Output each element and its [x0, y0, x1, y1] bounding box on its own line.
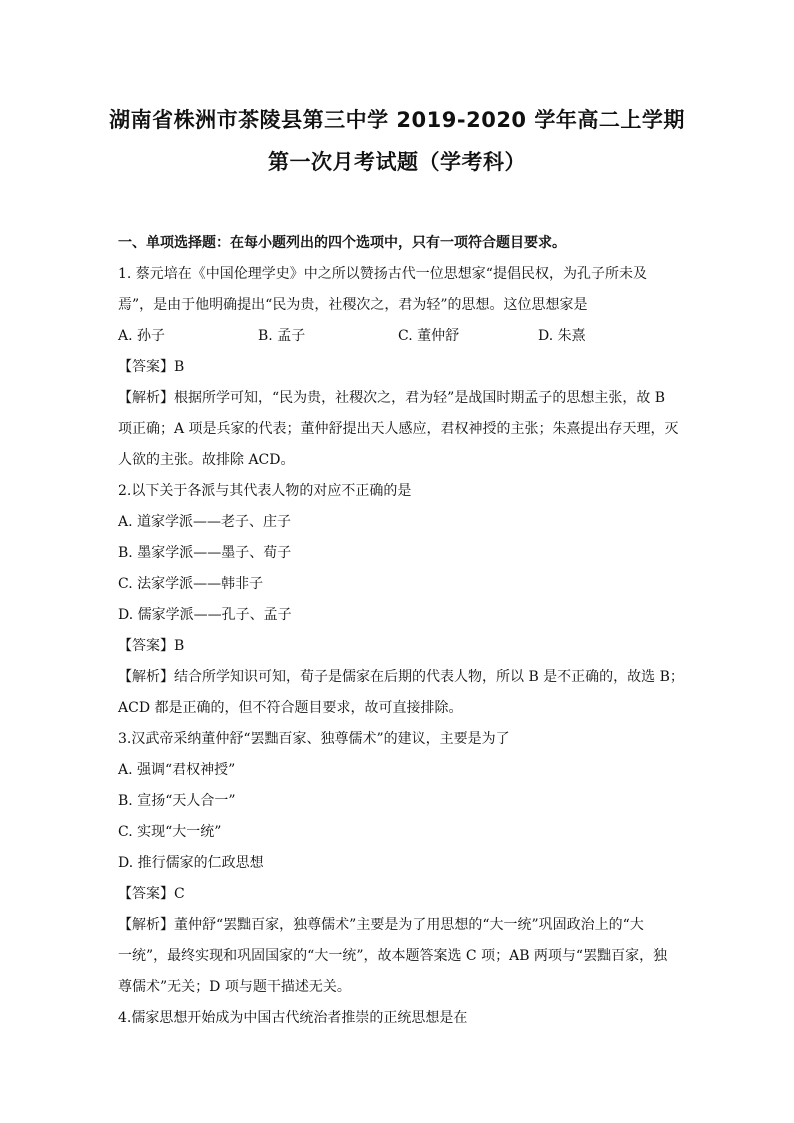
q1-analysis-line2: 项正确；A 项是兵家的代表；董仲舒提出天人感应，君权神授的主张；朱熹提出存天理，灭: [118, 421, 679, 437]
analysis-label: 【解析】: [118, 917, 174, 933]
answer-label: 【答案】: [118, 886, 174, 902]
document-body: [118, 228, 684, 1034]
q1-option-c: C. 董仲舒: [398, 328, 460, 344]
q1-answer-value: B: [174, 359, 185, 375]
q1-option-d: D. 朱熹: [538, 328, 586, 344]
section-heading: 一、单项选择题：在每小题列出的四个选项中，只有一项符合题目要求。: [118, 235, 566, 251]
q2-analysis-line1: [118, 662, 684, 693]
analysis-label: 【解析】: [118, 390, 174, 406]
q1-stem-line1: 1. 蔡元培在《中国伦理学史》中之所以赞扬古代一位思想家“提倡民权，为孔子所未及: [118, 266, 647, 282]
q2-analysis-line2: ACD 都是正确的，但不符合题目要求，故可直接排除。: [118, 700, 463, 716]
q3-answer: [118, 879, 678, 910]
answer-label: 【答案】: [118, 638, 174, 654]
q1-analysis-line1: [118, 383, 678, 414]
q1-analysis-line3: 人欲的主张。故排除 ACD。: [118, 452, 295, 468]
analysis-label: 【解析】: [118, 669, 174, 685]
q2-analysis-text1: 结合所学知识可知，荀子是儒家在后期的代表人物，所以 B 是不正确的，故选 B；: [174, 669, 684, 685]
q1-stem-line2: 焉”，是由于他明确提出“民为贵，社稷次之，君为轻”的思想。这位思想家是: [118, 297, 588, 313]
q3-analysis-line1: [118, 910, 678, 941]
q2-option-a: A. 道家学派——老子、庄子: [118, 514, 292, 530]
q3-analysis-line3: 尊儒术”无关；D 项与题干描述无关。: [118, 979, 351, 995]
document-title-line1: 湖南省株洲市茶陵县第三中学 2019-2020 学年高二上学期: [109, 108, 685, 132]
q2-answer-value: B: [174, 638, 185, 654]
q2-answer: [118, 631, 678, 662]
q3-option-b: B. 宣扬“天人合一”: [118, 793, 236, 809]
q3-stem: 3.汉武帝采纳董仲舒“罢黜百家、独尊儒术”的建议，主要是为了: [118, 731, 510, 747]
q1-analysis-text1: 根据所学可知，“民为贵，社稷次之，君为轻”是战国时期孟子的思想主张，故 B: [174, 390, 666, 406]
q2-option-b: B. 墨家学派——墨子、荀子: [118, 545, 292, 561]
answer-label: 【答案】: [118, 359, 174, 375]
q1-answer: [118, 352, 678, 383]
q1-options: [118, 321, 678, 352]
q2-option-c: C. 法家学派——韩非子: [118, 576, 264, 592]
q4-stem: 4.儒家思想开始成为中国古代统治者推崇的正统思想是在: [118, 1010, 468, 1026]
q3-analysis-line2: 一统”，最终实现和巩固国家的“大一统”，故本题答案选 C 项；AB 两项与“罢黜百家，独: [118, 948, 668, 964]
q3-analysis-text1: 董仲舒“罢黜百家，独尊儒术”主要是为了用思想的“大一统”巩固政治上的“大: [174, 917, 644, 933]
q3-answer-value: C: [174, 886, 185, 902]
q1-option-a: A. 孙子: [118, 328, 166, 344]
q3-option-d: D. 推行儒家的仁政思想: [118, 855, 264, 871]
q2-option-d: D. 儒家学派——孔子、孟子: [118, 607, 292, 623]
q3-option-c: C. 实现“大一统”: [118, 824, 222, 840]
q3-option-a: A. 强调“君权神授”: [118, 762, 236, 778]
document-title-line2: 第一次月考试题（学考科）: [268, 150, 526, 174]
q2-stem: 2.以下关于各派与其代表人物的对应不正确的是: [118, 483, 412, 499]
q1-option-b: B. 孟子: [258, 328, 306, 344]
